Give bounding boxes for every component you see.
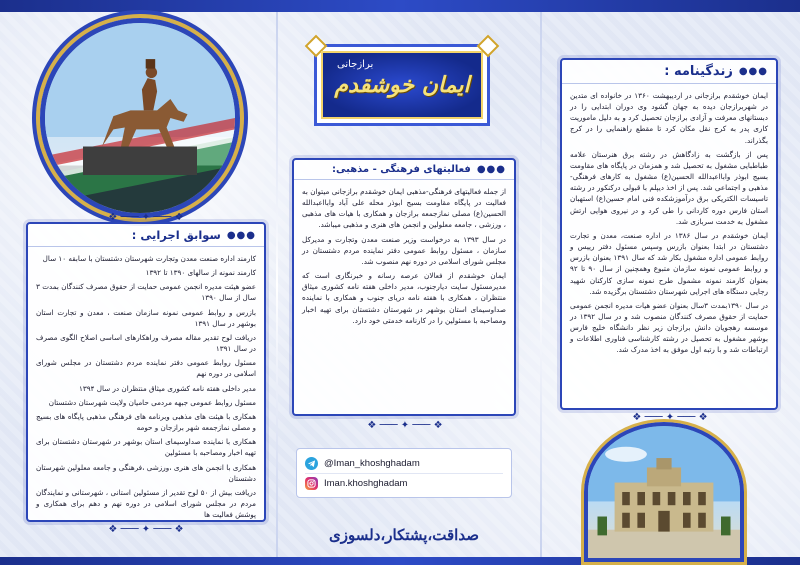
cultural-paragraph: در سال ۱۳۹۳ به درخواست وزیر صنعت معدن وتجارت و مدیرکل سازمان ، مسئول روابط عمومی دفتر نماینده مردم دشتستان در مجلس شورای اسلامی در دوره نهم منصوب شد. [302,234,506,266]
name-banner [314,44,490,126]
records-body [28,247,264,529]
records-ornament-top: ❖ ─── ✦ ─── ❖ [108,211,184,223]
banner-name: ایمان خوشقدم [334,72,470,98]
biography-paragraph: ایمان خوشقدم در سال ۱۳۸۶ در اداره صنعت، معدن و تجارت دشتستان در ابتدا بعنوان بازرس وسپس مسئول دفتر رییس و روابط عمومی اداره مشغول بکار شد که سال ۱۳۹۱ بعنوان بازرس و روابط عمومی نمونه سازمان متبوع وهمچنین از سال ۹۰ تا ۹۲ بعنوان کارمند نمونه مشمول طرح نمونه سازی کارکنان شهید رجایی دستگاه های اجرایی شهرستان دشتستان برگزیده شد. [570,230,768,296]
cultural-header [294,160,514,180]
records-item: مسئول روابط عمومی دفتر نماینده مردم دشتستان در مجلس شورای اسلامی در دوره نهم [36,358,256,379]
biography-ornament: ❖ ─── ✦ ─── ❖ [632,411,708,423]
name-banner-inner [321,51,483,119]
cultural-paragraph: ایمان خوشقدم از فعالان عرصه رسانه و خبرنگاری است که مدیرمسئول سایت دیارجنوب، مدیر داخلی هفته نامه کشوری میثاق منتظران ، همکاری با هفته نامه دریای جنوب و همکاری با نماینده صداوسیمای استان بوشهر در شهرستان دشتستان برای تهیه اخبار ومصاحبه با مسئولین را در کارنامه خدمتی خود دارد. [302,271,506,325]
banner-subtitle: برازجانی [337,59,374,70]
biography-paragraph: ایمان خوشقدم برازجانی در اردیبهشت ۱۳۶۰ در خانواده ای متدین در شهربرازجان دیده به جهان گشود وی دوران ابتدایی را در دبستانهای معرفت و آزادی برازجان تحصیل کرد و به دلیل ماموریت کاری پدر به کرج نقل مکان کرد تا مقطع راهنمایی را در کرج بگذراند. [570,91,768,145]
telegram-handle[interactable]: @Iman_khoshghadam [324,457,420,469]
biography-panel [560,58,778,410]
top-band [0,0,800,12]
biography-header [562,60,776,84]
cultural-ornament: ❖ ─── ✦ ─── ❖ [367,419,443,431]
records-panel [26,222,266,522]
biography-title: زندگینامه : [664,64,733,79]
fold-line-left [276,12,278,557]
fold-line-right [540,12,542,557]
records-item: بازرس و روابط عمومی نمونه سازمان صنعت ، معدن و تجارت استان بوشهر در سال ۱۳۹۱ [36,307,256,328]
records-item: همکاری با نماینده صداوسیمای استان بوشهر در شهرستان دشتستان برای تهیه اخبار ومصاحبه با مسئولین [36,437,256,458]
biography-paragraph: پس از بازگشت به زادگاهش در رشته برق هنرستان علامه طباطبایی مشغول به تحصیل شد و همزمان در پایگاه های مقاومت بسیج ابوذر وابااعبدالله الحسین(ع) مشغول به کارهای فرهنگی-مذهبی و اجتماعی شد. پس از اخذ دیپلم با قبولی درکنکور در رشته تاسیسات الکتریکی برق درآموزشکده فنی امام حسین(ع) استهبان استان فارس دوره کاردانی را طی کرد و در نیروی هوایی ارتش مشغول به خدمت سربازی شد. [570,149,768,226]
instagram-row[interactable] [305,473,503,493]
records-dots: ●●● [226,229,256,241]
statue-photo [40,18,240,218]
building-photo [584,422,744,562]
instagram-icon [305,477,318,490]
social-links [296,448,512,498]
cultural-title: فعالیتهای فرهنگی - مذهبی: [332,164,471,175]
records-header [28,224,264,247]
cultural-panel [292,158,516,416]
cultural-body [294,180,514,335]
records-item: کارمند نمونه از سالهای ۱۳۹۰ تا ۱۳۹۲ [145,268,256,278]
biography-dots: ●●● [738,66,768,77]
slogan: صداقت،پشتکار،دلسوزی [329,526,479,544]
telegram-row[interactable] [305,453,503,473]
telegram-icon [305,457,318,470]
records-item: دریافت بیش از ۵۰ لوح تقدیر از مسئولین استانی ، شهرستانی و نمایندگان مردم در مجلس شورای اسلامی در دوره نهم و دهم برای همکاری و پوشش فعالیت ها [36,487,256,520]
cultural-dots: ●●● [476,164,506,175]
cultural-paragraph: از جمله فعالیتهای فرهنگی-مذهبی ایمان خوشقدم برازجانی میتوان به فعالیت در پایگاه مقاومت بسیج ابوذر محله علی آباد وابااعبدالله الحسین(ع) مصلی نمازجمعه برازجان و همکاری با هیات های مذهبی ، ورزشی ، جامعه معلولین و انجمن های هنری و مذهبی میباشد. [302,187,506,230]
records-item: مسئول روابط عمومی جبهه مردمی حامیان ولایت شهرستان دشتستان [48,397,256,407]
records-item: همکاری با انجمن های هنری ،ورزشی ،فرهنگی و جامعه معلولین شهرستان دشتستان [36,462,256,483]
records-item: همکاری با هیئت های مذهبی وبرنامه های فرهنگی مذهبی پایگاه های بسیج و مصلی نمازجمعه شهر برازجان و حومه [36,411,256,433]
records-item: مدیر داخلی هفته نامه کشوری میثاق منتظران در سال ۱۳۹۴ [79,383,256,393]
records-item: کارمند اداره صنعت معدن وتجارت شهرستان دشتستان با سابقه ۱۰ سال [42,254,256,263]
records-item: دریافت لوح تقدیر مقاله مصرف وراهکارهای اساسی اصلاح الگوی مصرف در سال ۱۳۹۱ [36,332,256,354]
records-ornament-bottom: ❖ ─── ✦ ─── ❖ [108,523,184,535]
records-title: سوابق اجرایی : [131,228,221,242]
records-item: عضو هیئت مدیره انجمن عمومی حمایت از حقوق مصرف کنندگان بمدت ۳ سال از سال ۱۳۹۰ [36,282,256,303]
biography-body [562,84,776,365]
instagram-handle[interactable]: Iman.khoshghadam [324,478,408,489]
biography-paragraph: در سال ۱۳۹۰بمدت ۳سال بعنوان عضو هیات مدیره انجمن عمومی حمایت از حقوق مصرف کنندگان منصوب شد و در سال ۱۳۹۲ در موسسه رهجویان دانش برازجان زیر نظر دانشگاه خلیج فارس بوشهر مشغول به تحصیل در رشته کارشناسی فناوری اطلاعات و ارتباطات شد و با رتبه اول موفق به اخذ مدرک شد. [570,300,768,355]
